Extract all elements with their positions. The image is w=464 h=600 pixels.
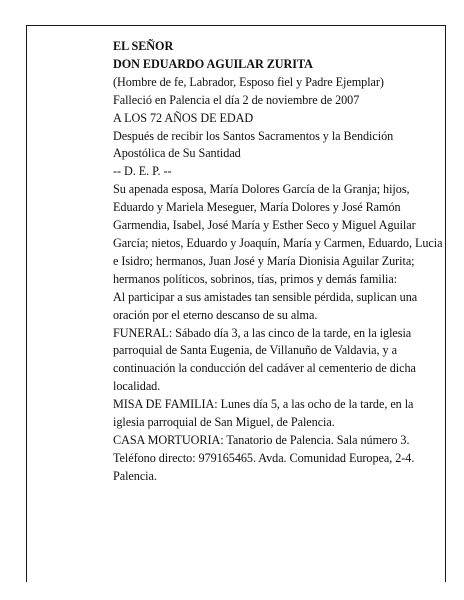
obituary-text: [113, 38, 443, 486]
mortuary-paragraph: CASA MORTUORIA: Tanatorio de Palencia. Sala número 3. Teléfono directo: 979165465. Avda. Comunidad Europea, 2-4. Palencia.: [113, 432, 415, 483]
death-line: Falleció en Palencia el día 2 de noviembre de 2007: [113, 92, 360, 107]
obituary-title: EL SEÑOR: [113, 39, 174, 53]
page-border-top: [26, 25, 446, 26]
age-line: A LOS 72 AÑOS DE EDAD: [113, 110, 254, 125]
page-border-left: [26, 25, 27, 582]
sacraments-line: Después de recibir los Santos Sacramentos y la Bendición Apostólica de Su Santidad: [113, 128, 394, 161]
page-border-right: [445, 25, 446, 582]
family-paragraph: Su apenada esposa, María Dolores García de la Granja; hijos, Eduardo y Mariela Meseguer, María Dolores y José Ramón Garmendia, Isabel, José María y Esther Seco y Miguel Aguilar García; nietos, Eduardo y Joaquín, María y Carmen, Eduardo, Lucia e Isidro; hermanos, Juan José y María Dionisia Aguilar Zurita; hermanos políticos, sobrinos, tías, primos y demás familia:: [113, 182, 443, 286]
deceased-name: DON EDUARDO AGUILAR ZURITA: [113, 56, 313, 71]
mass-paragraph: MISA DE FAMILIA: Lunes día 5, a las ocho de la tarde, en la iglesia parroquial de San Miguel, de Palencia.: [113, 397, 414, 430]
funeral-paragraph: FUNERAL: Sábado día 3, a las cinco de la tarde, en la iglesia parroquial de Santa Eugenia, de Villanuño de Valdavia, y a continuación la conducción del cadáver al cementerio de dicha localidad.: [113, 325, 416, 394]
request-paragraph: Al participar a sus amistades tan sensible pérdida, suplican una oración por el eterno descanso de su alma.: [113, 289, 418, 322]
epithet: (Hombre de fe, Labrador, Esposo fiel y Padre Ejemplar): [113, 74, 384, 89]
dep-line: -- D. E. P. --: [113, 164, 172, 179]
